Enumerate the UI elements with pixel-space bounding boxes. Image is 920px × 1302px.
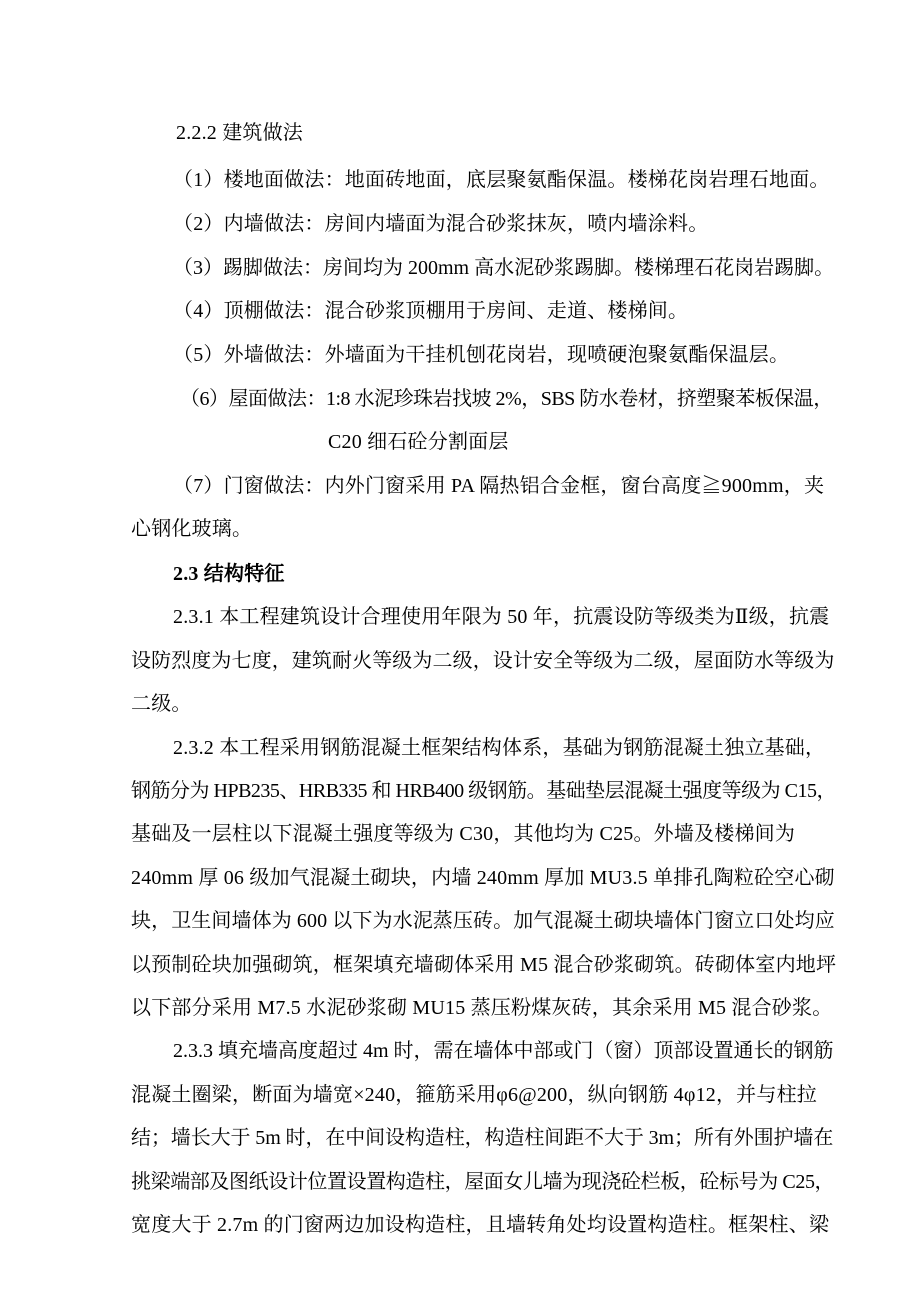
paragraph-line: 240mm 厚 06 级加气混凝土砌块，内墙 240mm 厚加 MU3.5 单排孔陶粒砼空心砌 [131, 867, 835, 889]
paragraph-line: 以预制砼块加强砌筑，框架填充墙砌体采用 M5 混合砂浆砌筑。砖砌体室内地坪 [131, 954, 837, 976]
paragraph-line: 钢筋分为 HPB235、HRB335 和 HRB400 级钢筋。基础垫层混凝土强度等级为 C15， [131, 780, 836, 802]
paragraph-line: 二级。 [131, 693, 192, 715]
paragraph-line: 以下部分采用 M7.5 水泥砂浆砌 MU15 蒸压粉煤灰砖，其余采用 M5 混合砂浆。 [131, 997, 833, 1019]
paragraph-line: 基础及一层柱以下混凝土强度等级为 C30，其他均为 C25。外墙及楼梯间为 [131, 823, 796, 845]
paragraph-line: C20 细石砼分割面层 [328, 431, 509, 453]
paragraph-line: （2）内墙做法：房间内墙面为混合砂浆抹灰，喷内墙涂料。 [173, 213, 709, 235]
paragraph-line: 2.3.1 本工程建筑设计合理使用年限为 50 年，抗震设防等级类为Ⅱ级，抗震 [173, 606, 830, 628]
paragraph-line: 块，卫生间墙体为 600 以下为水泥蒸压砖。加气混凝土砌块墙体门窗立口处均应 [131, 910, 835, 932]
paragraph-line: 挑梁端部及图纸设计位置设置构造柱，屋面女儿墙为现浇砼栏板，砼标号为 C25， [131, 1171, 835, 1193]
paragraph-line: 设防烈度为七度，建筑耐火等级为二级，设计安全等级为二级，屋面防水等级为 [131, 650, 835, 672]
paragraph-line: （7）门窗做法：内外门窗采用 PA 隔热铝合金框，窗台高度≧900mm，夹 [173, 475, 825, 497]
paragraph-line: （3）踢脚做法：房间均为 200mm 高水泥砂浆踢脚。楼梯理石花岗岩踢脚。 [173, 257, 835, 279]
paragraph-line: 心钢化玻璃。 [131, 518, 253, 540]
paragraph-line: 2.3.3 填充墙高度超过 4m 时，需在墙体中部或门（窗）顶部设置通长的钢筋 [173, 1040, 834, 1062]
paragraph-line: （1）楼地面做法：地面砖地面，底层聚氨酯保温。楼梯花岗岩理石地面。 [173, 169, 830, 191]
paragraph-line: （4）顶棚做法：混合砂浆顶棚用于房间、走道、楼梯间。 [173, 300, 689, 322]
section-heading-2-2-2: 2.2.2 建筑做法 [176, 122, 303, 144]
paragraph-line: 混凝土圈梁，断面为墙宽×240，箍筋采用φ6@200，纵向钢筋 4φ12，并与柱拉 [131, 1084, 817, 1106]
paragraph-line: 2.3.2 本工程采用钢筋混凝土框架结构体系，基础为钢筋混凝土独立基础， [173, 737, 826, 759]
paragraph-line: （5）外墙做法：外墙面为干挂机刨花岗岩，现喷硬泡聚氨酯保温层。 [173, 344, 790, 366]
section-heading-2-3: 2.3 结构特征 [173, 563, 285, 585]
paragraph-line: 宽度大于 2.7m 的门窗两边加设构造柱，且墙转角处均设置构造柱。框架柱、梁 [131, 1214, 830, 1236]
paragraph-line: （6）屋面做法：1:8 水泥珍珠岩找坡 2%，SBS 防水卷材，挤塑聚苯板保温， [180, 388, 833, 410]
paragraph-line: 结；墙长大于 5m 时，在中间设构造柱，构造柱间距不大于 3m；所有外围护墙在 [131, 1127, 834, 1149]
